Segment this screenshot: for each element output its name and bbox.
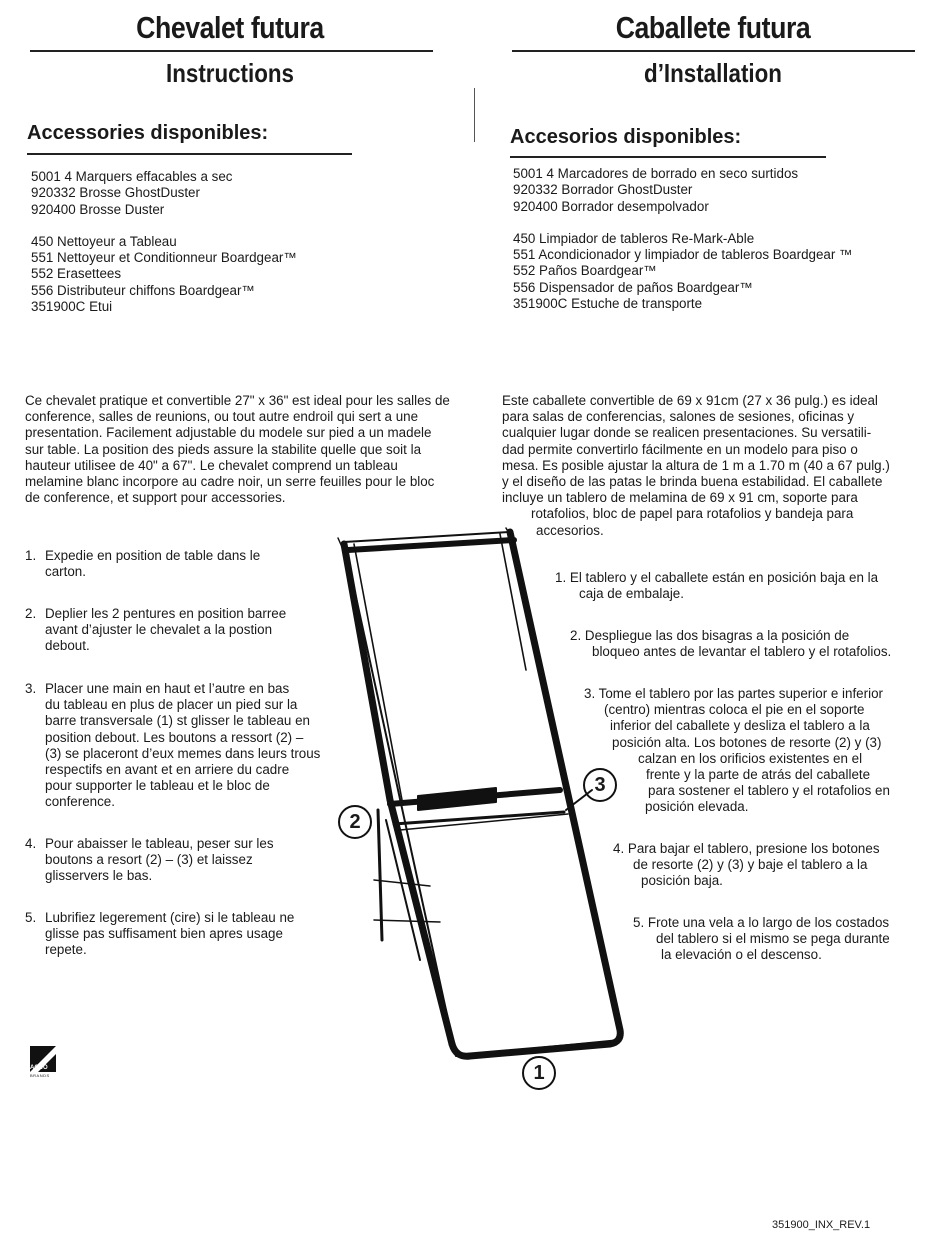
left-accessories-list bbox=[31, 169, 297, 315]
right-title-rule bbox=[512, 50, 915, 52]
step-text: la elevación o el descenso. bbox=[661, 947, 822, 963]
list-item: 552 Paños Boardgear™ bbox=[513, 263, 657, 279]
list-item: 5001 4 Marquers effacables a sec bbox=[31, 169, 233, 184]
step-number: 2. bbox=[570, 628, 582, 643]
left-title: Chevalet futura bbox=[136, 10, 324, 45]
step-number: 1. bbox=[25, 548, 37, 563]
intro-line: mesa. Es posible ajustar la altura de 1 m a 1.70 m (40 a 67 pulg.) bbox=[502, 457, 890, 473]
left-step-1 bbox=[25, 548, 325, 580]
step-number: 2. bbox=[25, 606, 37, 621]
step-text: posición alta. Los botones de resorte (2) y (3) bbox=[612, 734, 882, 750]
right-step-4 bbox=[613, 841, 933, 890]
list-item: 450 Limpiador de tableros Re-Mark-Able bbox=[513, 230, 755, 246]
intro-line: Este caballete convertible de 69 x 91cm (27 x 36 pulg.) es ideal bbox=[502, 393, 878, 408]
callout-1: 1 bbox=[522, 1056, 556, 1090]
step-number: 4. bbox=[613, 841, 625, 856]
left-step-3 bbox=[25, 681, 360, 811]
step-text: Pour abaisser le tableau, peser sur les boutons a resort (2) – (3) et laissez glisservers le bas. bbox=[45, 836, 274, 884]
logo-text: ACCO bbox=[30, 1065, 48, 1071]
list-item: 556 Distributeur chiffons Boardgear™ bbox=[31, 282, 255, 298]
step-text: 5. Frote una vela a lo largo de los costados bbox=[633, 915, 890, 930]
step-text: Expedie en position de table dans le carton. bbox=[45, 548, 261, 580]
list-item: 920400 Borrador desempolvador bbox=[513, 198, 709, 214]
step-text: caja de embalaje. bbox=[579, 586, 684, 602]
step-text: posición baja. bbox=[641, 873, 723, 889]
step-number: 5. bbox=[633, 915, 645, 930]
step-number: 4. bbox=[25, 836, 37, 851]
intro-line: cualquier lugar donde se realicen presentaciones. Su versatili- bbox=[502, 425, 872, 441]
left-title-rule bbox=[30, 50, 433, 52]
right-subtitle: d’Installation bbox=[644, 58, 782, 88]
step-text: 1. El tablero y el caballete están en posición baja en la bbox=[555, 570, 879, 585]
step-text: de resorte (2) y (3) y baje el tablero a la bbox=[633, 857, 868, 873]
logo-subtext: BRANDS bbox=[30, 1073, 50, 1078]
intro-line: incluye un tablero de melamina de 69 x 91 cm, soporte para bbox=[502, 490, 858, 506]
intro-line: rotafolios, bloc de papel para rotafolios y bandeja para bbox=[531, 506, 854, 522]
right-step-3 bbox=[584, 686, 944, 816]
step-text: del tablero si el mismo se pega durante bbox=[656, 931, 890, 947]
step-text: Deplier les 2 pentures en position barree avant d’ajuster le chevalet a la postion debout. bbox=[45, 606, 287, 654]
right-intro bbox=[502, 393, 942, 539]
intro-line: dad permite convertirlo fácilmente en un modelo para piso o bbox=[502, 441, 858, 457]
list-item: 351900C Estuche de transporte bbox=[513, 296, 703, 312]
list-item: 552 Erasettees bbox=[31, 266, 122, 282]
list-item: 5001 4 Marcadores de borrado en seco surtidos bbox=[513, 166, 799, 181]
list-item: 920332 Brosse GhostDuster bbox=[31, 185, 200, 201]
right-title: Caballete futura bbox=[615, 10, 811, 45]
list-item: 450 Nettoyeur a Tableau bbox=[31, 233, 177, 249]
right-step-2 bbox=[570, 628, 945, 660]
callout-3: 3 bbox=[583, 768, 617, 802]
document-code: 351900_INX_REV.1 bbox=[772, 1219, 871, 1231]
step-text: 2. Despliegue las dos bisagras a la posición de bbox=[570, 628, 850, 643]
right-step-5 bbox=[633, 915, 933, 964]
left-step-4 bbox=[25, 836, 325, 885]
step-text: calzan en los orificios existentes en el bbox=[638, 750, 863, 766]
left-subtitle: Instructions bbox=[166, 58, 294, 88]
step-text: frente y la parte de atrás del caballete bbox=[646, 767, 871, 783]
list-item: 551 Acondicionador y limpiador de tableros Boardgear ™ bbox=[513, 247, 853, 263]
left-step-2 bbox=[25, 606, 335, 655]
step-text: bloqueo antes de levantar el tablero y el rotafolios. bbox=[592, 644, 892, 660]
step-text: 3. Tome el tablero por las partes superior e inferior bbox=[584, 686, 883, 701]
acco-logo bbox=[30, 1046, 56, 1080]
right-accessories-rule bbox=[510, 156, 826, 158]
intro-line: para salas de conferencias, salones de sesiones, oficinas y bbox=[502, 409, 855, 425]
right-step-1 bbox=[555, 570, 935, 602]
left-intro: Ce chevalet pratique et convertible 27" x 36" est ideal pour les salles de conference, salles de reunions, ou tout autre endroil qui sert a une presentation. Facilement adjustable du modele sur pied a un madele sur table. La position des pieds assure la stabilite quelle que soit la hauteur utilisee de 40" a 67". Le chevalet comprend un tableau melamine blanc incorpore au cadre noir, un serre feuilles pour le bloc de conference, et support pour accessories. bbox=[25, 393, 450, 506]
step-text: posición elevada. bbox=[645, 799, 749, 815]
step-number: 3. bbox=[584, 686, 596, 701]
step-text: para sostener el tablero y el rotafolios en bbox=[648, 783, 890, 799]
intro-line: accesorios. bbox=[536, 522, 604, 538]
intro-line: y el diseño de las patas le brinda buena estabilidad. El caballete bbox=[502, 474, 883, 490]
step-text: (centro) mientras coloca el pie en el soporte bbox=[604, 702, 865, 718]
list-item: 351900C Etui bbox=[31, 299, 113, 315]
list-item: 920400 Brosse Duster bbox=[31, 201, 165, 217]
list-item: 920332 Borrador GhostDuster bbox=[513, 182, 693, 198]
step-number: 1. bbox=[555, 570, 567, 585]
step-text: Lubrifiez legerement (cire) si le tableau ne glisse pas suffisament bien apres usage repete. bbox=[45, 910, 295, 958]
left-accessories-rule bbox=[27, 153, 352, 155]
step-text: Placer une main en haut et l’autre en bas du tableau en plus de placer un pied sur la barre transversale (1) st glisser le tableau en position debout. Les boutons a ressort (2) – (3) se placeront d’eux memes dans leurs trous respectifs en avant et en arriere du cadre pour supporter le tableau et le bloc de conference. bbox=[45, 681, 321, 810]
step-number: 3. bbox=[25, 681, 37, 696]
step-text: 4. Para bajar el tablero, presione los botones bbox=[613, 841, 880, 856]
list-item: 556 Dispensador de paños Boardgear™ bbox=[513, 279, 753, 295]
left-accessories-heading: Accessories disponibles: bbox=[27, 122, 269, 144]
step-text: inferior del caballete y desliza el tablero a la bbox=[610, 718, 870, 734]
column-divider bbox=[474, 88, 475, 142]
step-number: 5. bbox=[25, 910, 37, 925]
right-accessories-heading: Accesorios disponibles: bbox=[510, 126, 742, 148]
left-step-5 bbox=[25, 910, 335, 959]
list-item: 551 Nettoyeur et Conditionneur Boardgear™ bbox=[31, 250, 297, 266]
callout-2: 2 bbox=[338, 805, 372, 839]
right-accessories-list bbox=[513, 166, 852, 312]
